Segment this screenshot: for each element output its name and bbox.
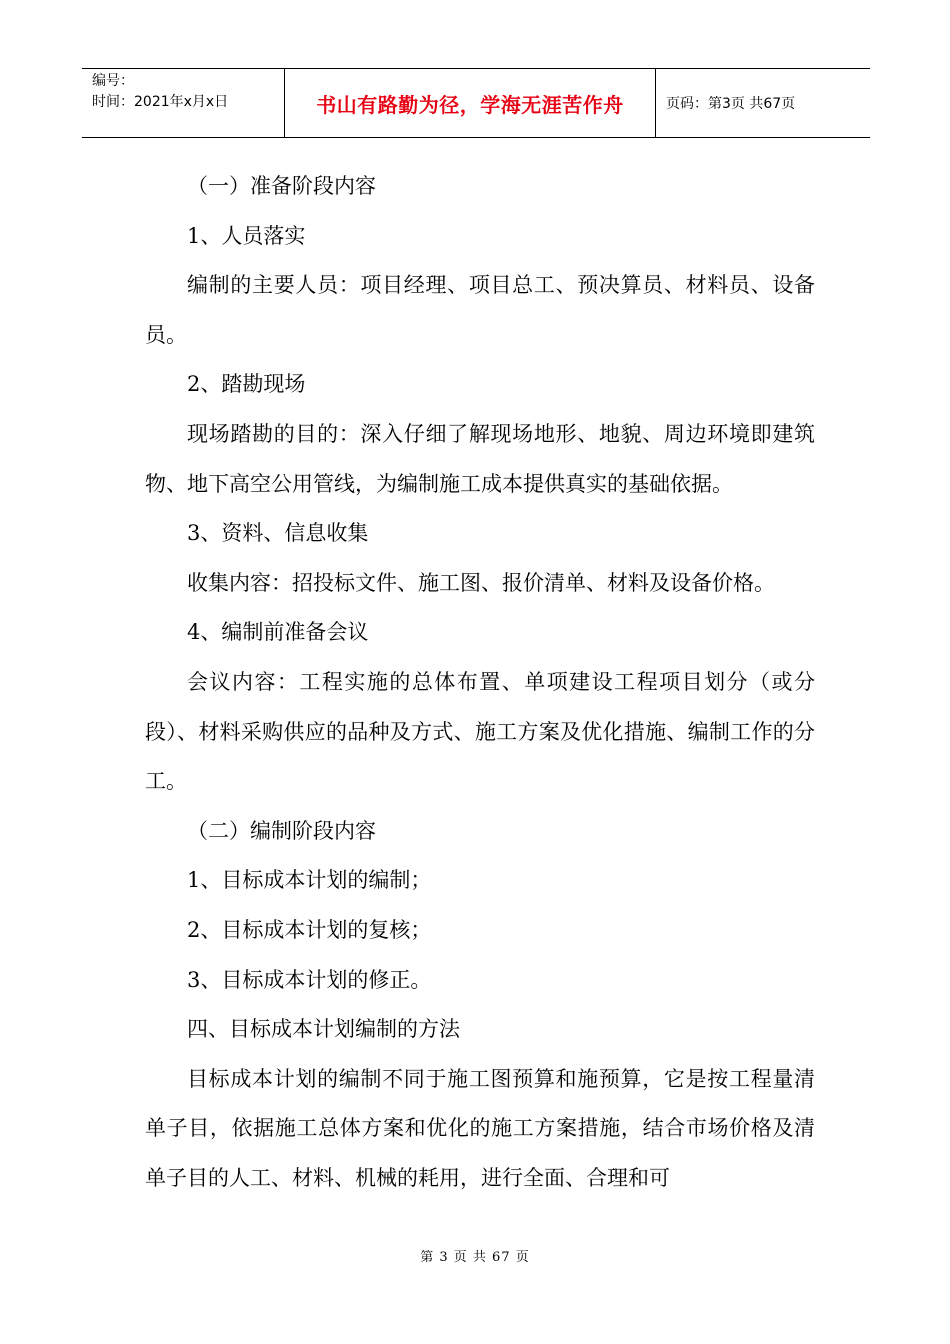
subsection-heading: 3、资料、信息收集 — [187, 521, 369, 546]
section-heading: （二）编制阶段内容 — [187, 818, 376, 843]
body-paragraph: 现场踏勘的目的：深入仔细了解现场地形、地貌、周边环境即建筑物、地下高空公用管线，为编制施工成本提供真实的基础依据。 — [145, 421, 815, 496]
subsection-heading: 2、踏勘现场 — [187, 372, 306, 397]
section-heading: （一）准备阶段内容 — [187, 174, 376, 198]
subsection-heading: 1、人员落实 — [187, 223, 306, 248]
subsection-heading: 4、编制前准备会议 — [187, 620, 369, 645]
list-item: 1、目标成本计划的编制； — [187, 868, 432, 893]
body-paragraph: 目标成本计划的编制不同于施工图预算和施预算，它是按工程量清单子目，依据施工总体方案和优化的施工方案措施，结合市场价格及清单子目的人工、材料、机械的耗用，进行全面、合理和可 — [145, 1066, 815, 1190]
section-heading: 四、目标成本计划编制的方法 — [187, 1017, 460, 1042]
document-time-label: 时间：2021年x月x日 — [92, 94, 229, 110]
list-item: 2、目标成本计划的复核； — [187, 917, 432, 942]
header-motto: 书山有路勤为径，学海无涯苦作舟 — [284, 69, 656, 137]
body-paragraph: 收集内容：招投标文件、施工图、报价清单、材料及设备价格。 — [187, 570, 775, 595]
document-body — [145, 162, 815, 1203]
page-footer: 第 3 页 共 67 页 — [420, 1250, 530, 1265]
list-item: 3、目标成本计划的修正。 — [187, 967, 432, 992]
header-meta — [82, 69, 284, 137]
page-header — [82, 68, 870, 138]
header-page-info: 页码：第3页 共67页 — [666, 96, 796, 112]
body-paragraph: 编制的主要人员：项目经理、项目总工、预决算员、材料员、设备员。 — [145, 273, 815, 347]
body-paragraph: 会议内容：工程实施的总体布置、单项建设工程项目划分（或分段）、材料采购供应的品种及方式、施工方案及优化措施、编制工作的分工。 — [145, 669, 815, 794]
document-number-label: 编号： — [92, 73, 134, 89]
